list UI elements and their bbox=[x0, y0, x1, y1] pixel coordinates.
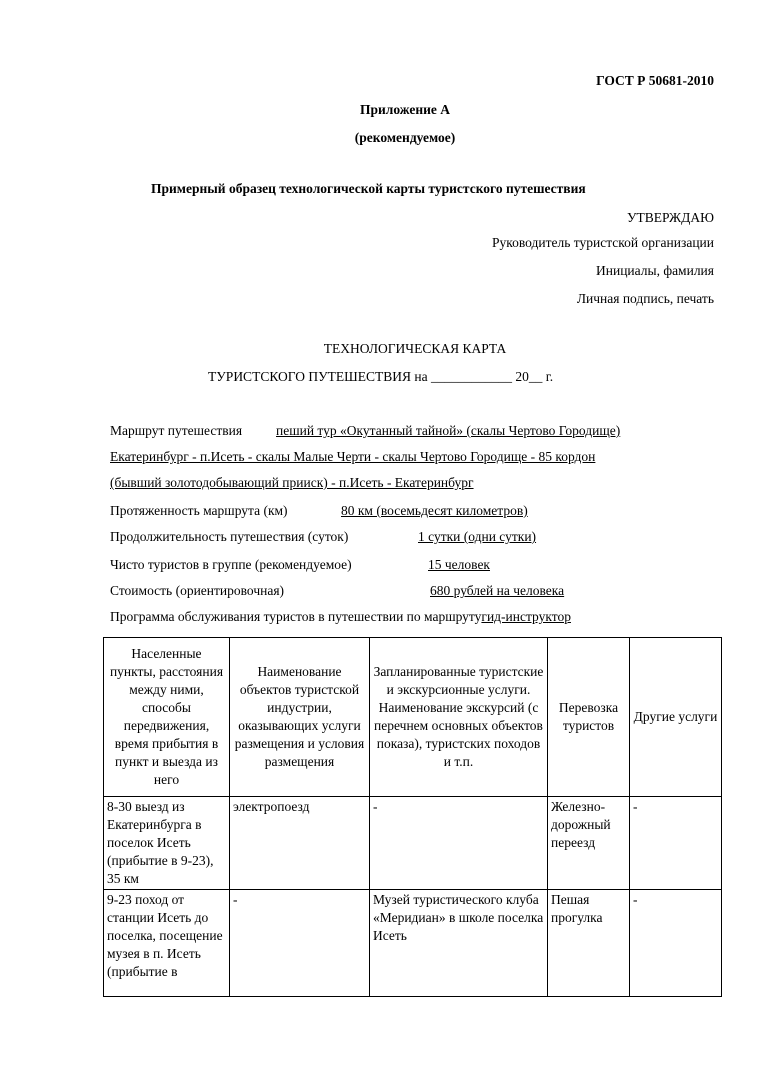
length-value: 80 км (восемьдесят километров) bbox=[341, 503, 528, 518]
header-lodging: Наименование объектов туристской индустрии, оказывающих услуги размещения и условия размещения bbox=[230, 638, 370, 797]
length-label: Протяженность маршрута (км) bbox=[110, 503, 288, 518]
program-label bbox=[110, 608, 571, 626]
appendix-note: (рекомендуемое) bbox=[354, 130, 456, 145]
table-row bbox=[104, 797, 722, 890]
card-title-line1: ТЕХНОЛОГИЧЕСКАЯ КАРТА bbox=[323, 341, 507, 356]
appendix-title: Приложение А bbox=[359, 102, 451, 117]
cell-point: 8-30 выезд из Екатеринбурга в поселок Исеть (прибытие в 9-23), 35 км bbox=[104, 797, 230, 890]
route-value-line2: Екатеринбург - п.Исеть - скалы Малые Черти - скалы Чертово Городище - 85 кордон bbox=[110, 449, 596, 464]
header-services: Запланированные туристские и экскурсионные услуги. Наименование экскурсий (с перечнем основных объектов показа), туристских походов и т.п. bbox=[370, 638, 548, 797]
sample-title: Примерный образец технологической карты туристского путешествия bbox=[151, 181, 586, 196]
card-title-line2: ТУРИСТСКОГО ПУТЕШЕСТВИЯ на ____________ 20__ г. bbox=[208, 369, 554, 384]
route-label: Маршрут путешествия bbox=[110, 423, 243, 438]
cell-transport: Пешая прогулка bbox=[548, 890, 630, 997]
table-row bbox=[104, 890, 722, 997]
group-value: 15 человек bbox=[428, 557, 490, 572]
group-label: Чисто туристов в группе (рекомендуемое) bbox=[110, 557, 352, 572]
cost-value: 680 рублей на человека bbox=[430, 583, 565, 598]
cell-lodging: - bbox=[230, 890, 370, 997]
program-label-text: Программа обслуживания туристов в путешествии по маршруту bbox=[110, 609, 482, 624]
route-table bbox=[103, 637, 722, 997]
table-header-row bbox=[104, 638, 722, 797]
header-transport: Перевозка туристов bbox=[548, 638, 630, 797]
cost-label: Стоимость (ориентировочная) bbox=[110, 583, 285, 598]
approver-signature: Личная подпись, печать bbox=[576, 291, 714, 306]
cell-lodging: электропоезд bbox=[230, 797, 370, 890]
header-other: Другие услуги bbox=[630, 638, 722, 797]
cell-other: - bbox=[630, 797, 722, 890]
route-value-line1: пеший тур «Окутанный тайной» (скалы Чертово Городище) bbox=[276, 423, 621, 438]
cell-services: Музей туристического клуба «Меридиан» в школе поселка Исеть bbox=[370, 890, 548, 997]
cell-other: - bbox=[630, 890, 722, 997]
standard-number: ГОСТ Р 50681-2010 bbox=[596, 73, 714, 88]
cell-point: 9-23 поход от станции Исеть до поселка, посещение музея в п. Исеть (прибытие в bbox=[104, 890, 230, 997]
program-value: гид-инструктор bbox=[481, 609, 571, 624]
duration-label: Продолжительность путешествия (суток) bbox=[110, 529, 349, 544]
cell-transport: Железно-дорожный переезд bbox=[548, 797, 630, 890]
cell-services: - bbox=[370, 797, 548, 890]
approver-position: Руководитель туристской организации bbox=[492, 235, 714, 250]
approve-label: УТВЕРЖДАЮ bbox=[626, 210, 714, 225]
approver-initials: Инициалы, фамилия bbox=[596, 263, 714, 278]
route-value-line3: (бывший золотодобывающий прииск) - п.Исеть - Екатеринбург bbox=[110, 475, 474, 490]
header-points: Населенные пункты, расстояния между ними, способы передвижения, время прибытия в пункт и выезда из него bbox=[104, 638, 230, 797]
duration-value: 1 сутки (одни сутки) bbox=[418, 529, 537, 544]
